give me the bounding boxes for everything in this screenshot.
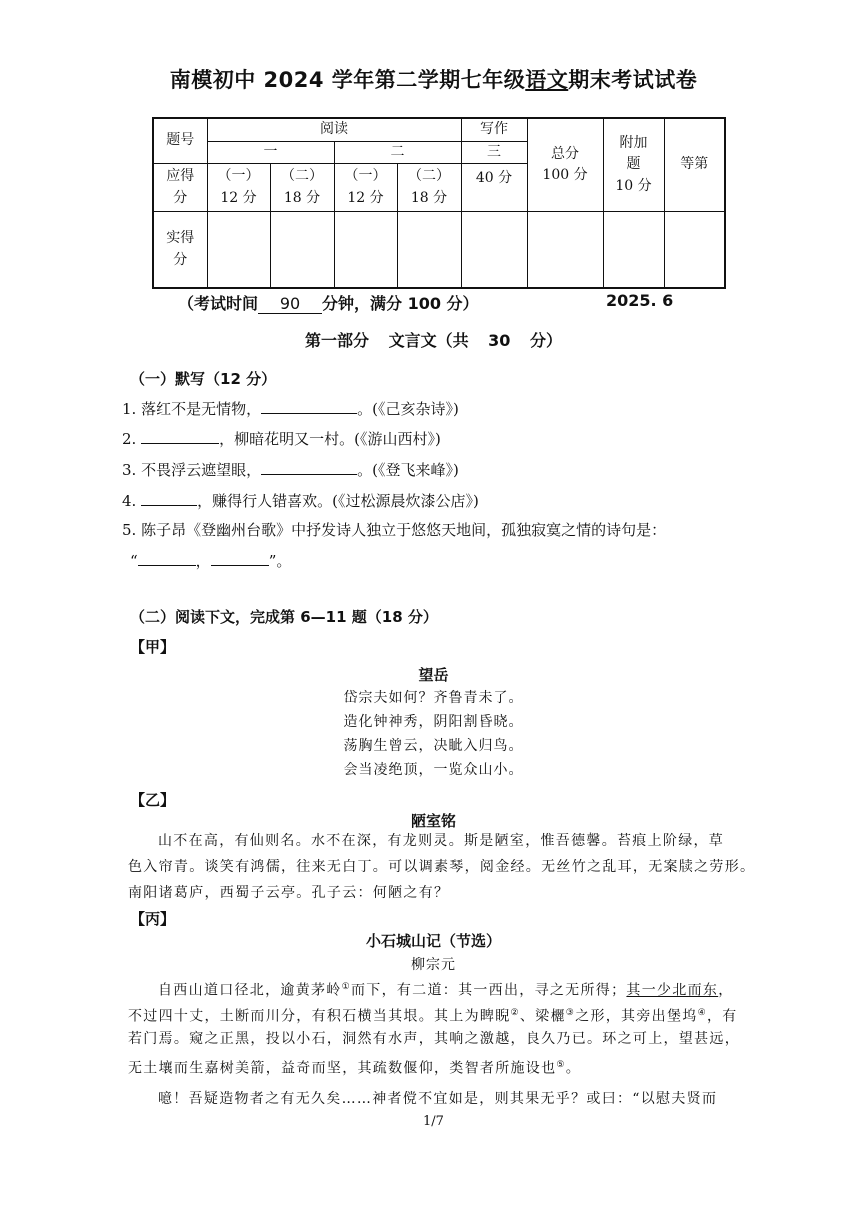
- question-5-answer: [130, 550, 291, 571]
- cell-fujia: [603, 118, 664, 212]
- c2-value: 18 分: [283, 189, 321, 206]
- q3-source: 。(《登飞来峰》): [357, 461, 459, 479]
- poem-line-3: 荡胸生曾云，决眦入归鸟。: [343, 738, 524, 754]
- page-number: 1/7: [423, 1114, 444, 1129]
- question-2: [122, 428, 441, 449]
- c3-label: （一）: [344, 168, 387, 185]
- score-input-5[interactable]: [461, 212, 527, 288]
- yi-mark: 【乙】: [130, 791, 176, 809]
- bing-l1-b: 而下，有二道：其一西出，寻之无所得；: [350, 982, 627, 999]
- poem-line-1: 岱宗夫如何？齐鲁青未了。: [343, 690, 524, 706]
- time-value: 90: [258, 294, 322, 314]
- q2-text: ，柳暗花明又一村。(《游山西村》): [219, 430, 441, 448]
- exam-title: [0, 64, 867, 94]
- c1-value: 12 分: [220, 189, 257, 206]
- time-prefix: （考试时间: [178, 294, 259, 313]
- q5-open-quote: “: [130, 552, 138, 570]
- cell-yingdefen: [153, 164, 207, 212]
- bing-l4-b: 。: [565, 1060, 582, 1077]
- footnote-3: ③: [565, 1008, 576, 1018]
- q1-text: 1. 落红不是无情物，: [122, 400, 262, 418]
- yi-line-3: 南阳诸葛庐，西蜀子云亭。孔子云：何陋之有？: [128, 885, 450, 901]
- score-input-4[interactable]: [397, 212, 461, 288]
- score-table: [152, 117, 726, 289]
- zongfen-value: 100 分: [542, 167, 588, 184]
- cell-dengdi: 等第: [664, 118, 725, 212]
- fujia-value: 10 分: [615, 178, 652, 195]
- shidefen-label: 实得分: [166, 229, 195, 268]
- poem-line-4: 会当凌绝顶，一览众山小。: [343, 762, 524, 778]
- exam-time: [178, 291, 479, 314]
- title-suffix: 期末考试试卷: [568, 68, 698, 92]
- cell-c2: [270, 164, 334, 212]
- poem-title: 望岳: [418, 666, 449, 684]
- bing-title: 小石城山记（节选）: [365, 932, 501, 950]
- bing-line-3: 若门焉。窥之正黑，投以小石，洞然有水声，其响之激越，良久乃已。环之可上，望甚远，: [128, 1031, 740, 1047]
- jia-mark: 【甲】: [130, 638, 176, 656]
- title-subject: 语文: [525, 68, 569, 92]
- yi-line-1: 山不在高，有仙则名。水不在深，有龙则灵。斯是陋室，惟吾德馨。苔痕上阶绿，草: [158, 833, 725, 849]
- fujia-label: 附加题: [619, 134, 648, 173]
- question-4: [122, 490, 479, 511]
- q2-num: 2.: [122, 430, 137, 448]
- q4-answer-blank[interactable]: [141, 491, 197, 506]
- c2-label: （二）: [281, 168, 323, 185]
- q4-num: 4.: [122, 492, 137, 510]
- cell-c4: [397, 164, 461, 212]
- yi-title: 陋室铭: [410, 812, 456, 830]
- c4-label: （二）: [408, 168, 450, 185]
- footnote-2: ②: [510, 1008, 520, 1018]
- cell-zongfen: [527, 118, 603, 212]
- question-1: [122, 398, 459, 419]
- section2-title: （二）阅读下文，完成第 6—11 题（18 分）: [130, 608, 438, 626]
- cell-c1: [207, 164, 270, 212]
- cell-shidefen: [153, 212, 207, 288]
- cell-c3: [334, 164, 397, 212]
- q3-text: 3. 不畏浮云遮望眼，: [122, 461, 262, 479]
- zongfen-label: 总分: [551, 145, 579, 162]
- bing-line-5: 噫！吾疑造物者之有无久矣……神者傥不宜如是，则其果无乎？或曰：“以慰夫贤而: [158, 1091, 718, 1107]
- section1-title: （一）默写（12 分）: [130, 370, 277, 388]
- score-input-bonus[interactable]: [603, 212, 664, 288]
- bing-l2-d: ，有: [706, 1008, 738, 1025]
- bing-l2-a: 不过四十丈，土断而川分，有积石横当其垠。其上为睥睨: [128, 1008, 511, 1025]
- score-input-3[interactable]: [334, 212, 397, 288]
- bing-l2-c: 之形，其旁出堡坞: [575, 1008, 698, 1025]
- cell-tihao: 题号: [153, 118, 207, 164]
- cell-san: 三: [461, 141, 527, 164]
- q4-text: ，赚得行人错喜欢。(《过松源晨炊漆公店》): [197, 492, 479, 510]
- yi-line-2: 色入帘青。谈笑有鸿儒，往来无白丁。可以调素琴，阅金经。无丝竹之乱耳，无案牍之劳形。: [128, 859, 756, 875]
- bing-l4-a: 无土壤而生嘉树美箭，益奇而坚，其疏数偃仰，类智者所施设也: [128, 1060, 557, 1077]
- part-title: 第一部分 文言文（共 30 分）: [305, 331, 562, 350]
- score-input-1[interactable]: [207, 212, 270, 288]
- q2-answer-blank[interactable]: [141, 429, 219, 444]
- score-input-total[interactable]: [527, 212, 603, 288]
- c3-value: 12 分: [347, 189, 384, 206]
- exam-date: 2025. 6: [606, 291, 674, 310]
- question-3: [122, 459, 459, 480]
- bing-l1-a: 自西山道口径北，逾黄茅岭: [158, 982, 342, 999]
- score-input-grade[interactable]: [664, 212, 725, 288]
- cell-er: 二: [334, 141, 461, 164]
- q5-close-quote: ”。: [268, 552, 292, 570]
- yingdefen-label: 应得分: [166, 168, 195, 206]
- bing-line-4: [128, 1052, 581, 1082]
- title-text: 南模初中 2024 学年第二学期七年级: [169, 68, 526, 92]
- q5-answer-blank-1[interactable]: [138, 551, 196, 566]
- footnote-5: ⑤: [556, 1060, 566, 1070]
- footnote-1: ①: [341, 982, 351, 992]
- cell-xiezuo: 写作: [461, 118, 527, 141]
- footnote-4: ④: [697, 1008, 707, 1018]
- bing-mark: 【丙】: [130, 910, 176, 928]
- time-suffix: 分钟，满分 100 分）: [322, 294, 479, 313]
- cell-yuedu: 阅读: [207, 118, 461, 141]
- score-input-2[interactable]: [270, 212, 334, 288]
- c1-label: （一）: [217, 168, 260, 185]
- bing-underlined-phrase: 其一少北而东: [626, 982, 719, 999]
- bing-author: 柳宗元: [411, 957, 456, 973]
- q5-answer-blank-2[interactable]: [211, 551, 269, 566]
- q5-comma: ，: [195, 552, 211, 570]
- cell-c5: 40 分: [461, 164, 527, 212]
- c4-value: 18 分: [410, 189, 448, 206]
- poem-line-2: 造化钟神秀，阴阳割昏晓。: [343, 714, 524, 730]
- q3-answer-blank[interactable]: [261, 460, 357, 475]
- q1-answer-blank[interactable]: [261, 399, 357, 414]
- bing-l2-b: 、梁欐: [519, 1008, 566, 1025]
- q1-source: 。(《己亥杂诗》): [357, 400, 459, 418]
- question-5: 5. 陈子昂《登幽州台歌》中抒发诗人独立于悠悠天地间，孤独寂寞之情的诗句是：: [122, 521, 667, 539]
- cell-yi: 一: [207, 141, 334, 164]
- bing-l1-c: ，: [718, 982, 734, 999]
